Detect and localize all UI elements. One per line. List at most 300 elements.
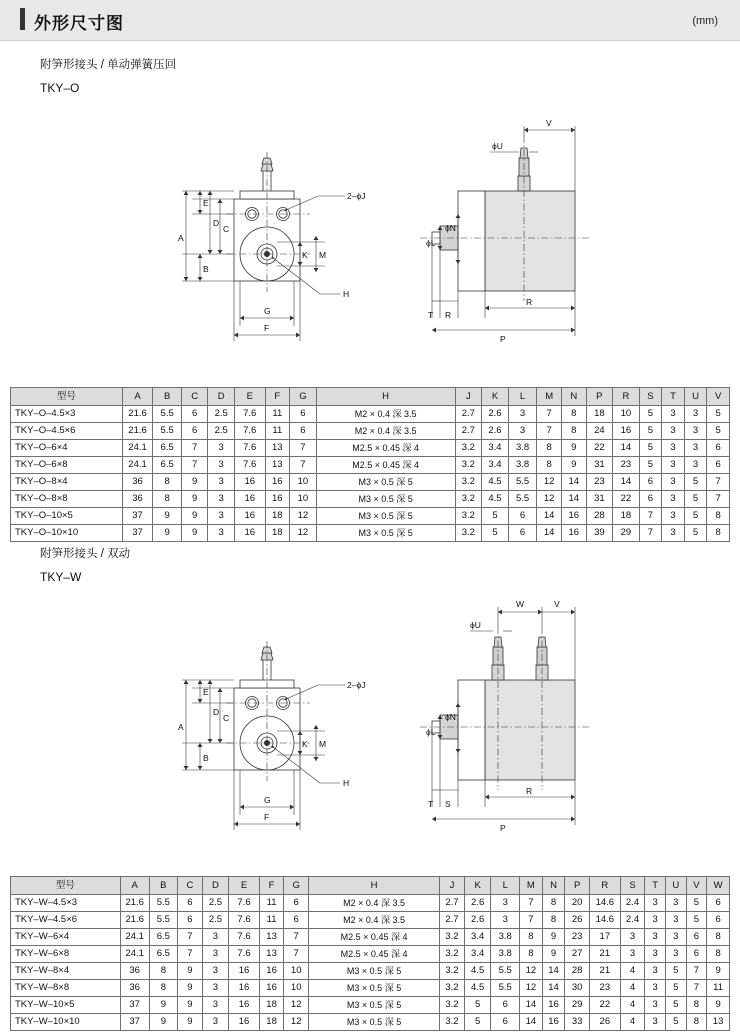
cell-value: 6 <box>491 1014 520 1031</box>
cell-value: 16 <box>234 508 265 525</box>
th-A: A <box>122 388 153 406</box>
th-D: D <box>202 877 229 895</box>
cell-value: 3.4 <box>482 440 509 457</box>
cell-value: 9 <box>178 1014 203 1031</box>
cell-value: 5 <box>665 980 686 997</box>
cell-value: 14 <box>520 1014 543 1031</box>
dim-G: G <box>264 795 271 805</box>
th-S: S <box>620 877 645 895</box>
cell-value: 6.5 <box>153 457 182 474</box>
cell-value: 8 <box>542 912 565 929</box>
cell-value: 9 <box>178 980 203 997</box>
cell-value: 5 <box>639 457 662 474</box>
cell-value: 5 <box>464 997 491 1014</box>
cell-value: 16 <box>234 474 265 491</box>
cell-value: 7.6 <box>234 457 265 474</box>
section-2-label: 附笋形接头 / 双动 <box>40 548 131 560</box>
cell-value: 6.5 <box>149 946 178 963</box>
cell-value: 16 <box>259 980 284 997</box>
dim-V: V <box>554 599 560 609</box>
cell-value: 9 <box>181 508 207 525</box>
cell-value: 7 <box>284 929 309 946</box>
cell-value: 26 <box>565 912 590 929</box>
cell-value: 4 <box>620 997 645 1014</box>
th-V: V <box>686 877 707 895</box>
dim-C: C <box>223 224 230 234</box>
cell-value: 21.6 <box>122 423 153 440</box>
cell-value: 3.8 <box>491 946 520 963</box>
cell-value: 2.7 <box>440 912 465 929</box>
cell-value: 11 <box>265 423 290 440</box>
cell-value: 16 <box>561 508 586 525</box>
dim-F: F <box>264 812 270 822</box>
cell-value: 2.6 <box>464 912 491 929</box>
cell-value: 3.4 <box>464 946 491 963</box>
cell-value: 6 <box>686 946 707 963</box>
cell-value: 3 <box>208 457 235 474</box>
cell-value: 18 <box>586 406 613 423</box>
th-S: S <box>639 388 662 406</box>
table-header-row <box>11 877 730 895</box>
cell-value: 3 <box>684 457 707 474</box>
cell-value: 3 <box>645 929 666 946</box>
dim-phiN: ϕN <box>445 712 456 722</box>
cell-value: 14 <box>537 508 562 525</box>
cell-thread: M2.5 × 0.45 深 4 <box>309 929 440 946</box>
cell-value: 13 <box>259 946 284 963</box>
cell-value: 4.5 <box>464 980 491 997</box>
cell-value: 16 <box>234 491 265 508</box>
cell-value: 4 <box>620 1014 645 1031</box>
cell-value: 37 <box>122 525 153 542</box>
cell-model: TKY–O–8×8 <box>11 491 123 508</box>
cell-value: 33 <box>565 1014 590 1031</box>
cell-model: TKY–W–6×8 <box>11 946 121 963</box>
cell-value: 2.4 <box>620 912 645 929</box>
cell-thread: M2 × 0.4 深 3.5 <box>309 895 440 912</box>
th-L: L <box>491 877 520 895</box>
cell-value: 3 <box>645 912 666 929</box>
cell-value: 17 <box>589 929 620 946</box>
table-row <box>11 474 730 491</box>
dim-S: S <box>445 799 451 809</box>
dim-A: A <box>178 722 184 732</box>
cell-value: 6 <box>707 457 730 474</box>
cell-value: 5 <box>639 406 662 423</box>
cell-value: 7 <box>686 980 707 997</box>
table-header-row <box>11 388 730 406</box>
cell-value: 8 <box>520 929 543 946</box>
cell-value: 8 <box>153 491 182 508</box>
cell-value: 14 <box>613 474 640 491</box>
th-H: H <box>309 877 440 895</box>
cell-value: 8 <box>707 929 730 946</box>
th-model: 型号 <box>11 877 121 895</box>
cell-value: 7 <box>537 423 562 440</box>
table-row <box>11 1014 730 1031</box>
dim-K: K <box>302 250 308 260</box>
cell-value: 14 <box>613 440 640 457</box>
cell-value: 5.5 <box>491 980 520 997</box>
cell-value: 7.6 <box>229 929 260 946</box>
dim-phiU: ϕU <box>470 620 481 630</box>
cell-value: 8 <box>561 423 586 440</box>
cell-value: 6 <box>639 474 662 491</box>
th-L: L <box>508 388 537 406</box>
table-row <box>11 406 730 423</box>
cell-value: 8 <box>537 457 562 474</box>
dim-V: V <box>546 118 552 128</box>
cell-value: 3 <box>208 440 235 457</box>
cell-value: 8 <box>686 997 707 1014</box>
cell-value: 16 <box>229 1014 260 1031</box>
header-accent-bar <box>20 8 25 30</box>
cell-value: 7 <box>290 457 317 474</box>
cell-value: 8 <box>537 440 562 457</box>
cell-value: 9 <box>178 997 203 1014</box>
cell-value: 7.6 <box>234 423 265 440</box>
cell-value: 2.5 <box>202 912 229 929</box>
cell-value: 16 <box>542 1014 565 1031</box>
table-row <box>11 440 730 457</box>
dim-G: G <box>264 306 271 316</box>
cell-thread: M3 × 0.5 深 5 <box>309 963 440 980</box>
cell-value: 12 <box>520 963 543 980</box>
cell-value: 5 <box>665 1014 686 1031</box>
cell-value: 9 <box>542 929 565 946</box>
cell-value: 16 <box>613 423 640 440</box>
cell-value: 12 <box>537 474 562 491</box>
cell-value: 23 <box>565 929 590 946</box>
cell-value: 2.5 <box>208 406 235 423</box>
cell-value: 4 <box>620 963 645 980</box>
th-W: W <box>707 877 730 895</box>
cell-value: 7 <box>639 508 662 525</box>
th-A: A <box>120 877 149 895</box>
cell-value: 3 <box>662 406 685 423</box>
cell-model: TKY–W–8×4 <box>11 963 121 980</box>
cell-value: 10 <box>284 963 309 980</box>
cell-value: 3.2 <box>455 457 482 474</box>
cell-value: 8 <box>542 895 565 912</box>
cell-value: 3.2 <box>455 474 482 491</box>
cell-value: 5.5 <box>508 474 537 491</box>
cell-value: 18 <box>265 525 290 542</box>
th-G: G <box>290 388 317 406</box>
th-P: P <box>586 388 613 406</box>
cell-value: 7.6 <box>234 406 265 423</box>
dim-F: F <box>264 323 270 333</box>
cell-value: 6 <box>707 895 730 912</box>
th-B: B <box>153 388 182 406</box>
cell-value: 3 <box>665 895 686 912</box>
cell-value: 3 <box>662 423 685 440</box>
cell-value: 7 <box>284 946 309 963</box>
cell-value: 11 <box>265 406 290 423</box>
cell-value: 24.1 <box>120 946 149 963</box>
cell-value: 2.6 <box>482 423 509 440</box>
cell-value: 22 <box>613 491 640 508</box>
cell-value: 14 <box>542 980 565 997</box>
cell-value: 6 <box>181 423 207 440</box>
cell-thread: M2.5 × 0.45 深 4 <box>316 440 455 457</box>
cell-value: 4 <box>620 980 645 997</box>
cell-value: 2.6 <box>482 406 509 423</box>
cell-value: 3 <box>662 491 685 508</box>
cell-thread: M3 × 0.5 深 5 <box>309 980 440 997</box>
cell-value: 7 <box>707 491 730 508</box>
cell-value: 9 <box>707 997 730 1014</box>
table-body <box>11 895 730 1031</box>
cell-value: 21.6 <box>122 406 153 423</box>
cell-value: 6 <box>707 912 730 929</box>
cell-value: 8 <box>153 474 182 491</box>
cell-value: 5 <box>684 508 707 525</box>
cell-value: 2.5 <box>202 895 229 912</box>
cell-value: 29 <box>565 997 590 1014</box>
table-row <box>11 963 730 980</box>
unit-note: (mm) <box>692 15 718 27</box>
cell-value: 3 <box>202 946 229 963</box>
cell-model: TKY–O–4.5×3 <box>11 406 123 423</box>
cell-value: 6 <box>284 912 309 929</box>
cell-value: 10 <box>290 474 317 491</box>
cell-value: 11 <box>259 895 284 912</box>
cell-value: 5.5 <box>153 423 182 440</box>
cell-value: 30 <box>565 980 590 997</box>
th-T: T <box>645 877 666 895</box>
cell-value: 6 <box>508 508 537 525</box>
spec-table-tky-o <box>10 387 730 542</box>
cell-value: 8 <box>707 508 730 525</box>
table-row <box>11 508 730 525</box>
cell-value: 21.6 <box>120 895 149 912</box>
cell-value: 14 <box>561 491 586 508</box>
cell-thread: M3 × 0.5 深 5 <box>309 1014 440 1031</box>
cell-value: 6 <box>178 912 203 929</box>
cell-value: 5.5 <box>508 491 537 508</box>
cell-value: 6.5 <box>153 440 182 457</box>
cell-value: 16 <box>259 963 284 980</box>
cell-value: 3 <box>491 912 520 929</box>
cell-value: 23 <box>586 474 613 491</box>
cell-value: 9 <box>153 508 182 525</box>
cell-value: 24 <box>586 423 613 440</box>
cell-value: 3 <box>208 525 235 542</box>
th-M: M <box>537 388 562 406</box>
th-E: E <box>229 877 260 895</box>
cell-value: 8 <box>520 946 543 963</box>
dim-T: T <box>428 310 434 320</box>
cell-value: 3 <box>202 929 229 946</box>
cell-value: 13 <box>265 440 290 457</box>
cell-model: TKY–O–6×4 <box>11 440 123 457</box>
th-J: J <box>455 388 482 406</box>
cell-value: 7 <box>639 525 662 542</box>
cell-value: 3 <box>202 980 229 997</box>
cell-value: 9 <box>153 525 182 542</box>
cell-value: 9 <box>542 946 565 963</box>
cell-value: 5 <box>686 912 707 929</box>
cell-value: 3 <box>662 525 685 542</box>
table-row <box>11 895 730 912</box>
cell-value: 7 <box>537 406 562 423</box>
cell-model: TKY–W–10×10 <box>11 1014 121 1031</box>
cell-value: 3 <box>645 946 666 963</box>
cell-value: 5.5 <box>153 406 182 423</box>
cell-value: 14.6 <box>589 895 620 912</box>
cell-value: 3.8 <box>508 457 537 474</box>
cell-value: 21.6 <box>120 912 149 929</box>
cell-thread: M2 × 0.4 深 3.5 <box>309 912 440 929</box>
section-1-model: TKY–O <box>40 81 80 95</box>
dim-R: R <box>526 786 533 796</box>
cell-value: 3 <box>684 423 707 440</box>
cell-value: 3 <box>645 963 666 980</box>
cell-value: 3 <box>208 474 235 491</box>
page-header <box>0 0 740 41</box>
cell-value: 3 <box>620 929 645 946</box>
cell-value: 5 <box>665 963 686 980</box>
cell-model: TKY–W–4.5×3 <box>11 895 121 912</box>
cell-value: 13 <box>265 457 290 474</box>
cell-model: TKY–O–10×5 <box>11 508 123 525</box>
cell-value: 16 <box>229 980 260 997</box>
cell-value: 11 <box>259 912 284 929</box>
dim-K: K <box>302 739 308 749</box>
cell-value: 7 <box>707 474 730 491</box>
cell-value: 9 <box>561 457 586 474</box>
cell-value: 23 <box>613 457 640 474</box>
cell-value: 12 <box>284 997 309 1014</box>
cell-value: 10 <box>613 406 640 423</box>
section-2-model: TKY–W <box>40 570 82 584</box>
cell-value: 3.2 <box>440 963 465 980</box>
cell-value: 16 <box>265 491 290 508</box>
cell-value: 5 <box>707 423 730 440</box>
cell-value: 22 <box>586 440 613 457</box>
cell-value: 9 <box>181 474 207 491</box>
table-row <box>11 997 730 1014</box>
table-row <box>11 980 730 997</box>
cell-value: 14 <box>520 997 543 1014</box>
cell-value: 3.2 <box>440 946 465 963</box>
cell-value: 3 <box>684 440 707 457</box>
cell-value: 18 <box>613 508 640 525</box>
cell-value: 3.4 <box>464 929 491 946</box>
cell-value: 3.4 <box>482 457 509 474</box>
cell-value: 3 <box>208 491 235 508</box>
th-T: T <box>662 388 685 406</box>
cell-value: 3 <box>645 1014 666 1031</box>
cell-value: 3 <box>662 508 685 525</box>
cell-value: 21 <box>589 946 620 963</box>
cell-value: 9 <box>149 1014 178 1031</box>
cell-value: 3.2 <box>455 508 482 525</box>
cell-value: 2.7 <box>455 406 482 423</box>
cell-value: 22 <box>589 997 620 1014</box>
cell-value: 2.4 <box>620 895 645 912</box>
dim-phiU: ϕU <box>492 141 503 151</box>
drawing-tky-o <box>140 96 720 376</box>
cell-value: 9 <box>561 440 586 457</box>
cell-value: 7 <box>178 946 203 963</box>
dim-B: B <box>203 753 209 763</box>
th-U: U <box>665 877 686 895</box>
table-row <box>11 491 730 508</box>
cell-value: 7 <box>178 929 203 946</box>
cell-value: 2.6 <box>464 895 491 912</box>
cell-value: 26 <box>589 1014 620 1031</box>
cell-value: 8 <box>149 963 178 980</box>
cell-value: 16 <box>561 525 586 542</box>
table-row <box>11 946 730 963</box>
dim-M: M <box>319 250 327 260</box>
cell-model: TKY–W–8×8 <box>11 980 121 997</box>
cell-value: 3.8 <box>491 929 520 946</box>
cell-value: 3.2 <box>440 1014 465 1031</box>
cell-value: 39 <box>586 525 613 542</box>
cell-value: 7 <box>520 895 543 912</box>
dim-phiL: ϕL <box>426 238 436 248</box>
cell-value: 3 <box>208 508 235 525</box>
cell-value: 27 <box>565 946 590 963</box>
cell-value: 5 <box>684 474 707 491</box>
table-row <box>11 929 730 946</box>
cell-value: 5 <box>665 997 686 1014</box>
cell-value: 5.5 <box>491 963 520 980</box>
cell-value: 3.2 <box>455 491 482 508</box>
cell-value: 2.5 <box>208 423 235 440</box>
th-N: N <box>542 877 565 895</box>
cell-value: 37 <box>120 997 149 1014</box>
dim-phiN: ϕN <box>445 223 456 233</box>
cell-value: 6 <box>178 895 203 912</box>
cell-value: 5.5 <box>149 895 178 912</box>
cell-thread: M3 × 0.5 深 5 <box>316 474 455 491</box>
cell-value: 9 <box>707 963 730 980</box>
cell-value: 9 <box>181 525 207 542</box>
dim-R: R <box>526 297 533 307</box>
dim-D: D <box>213 218 220 228</box>
cell-value: 18 <box>259 1014 284 1031</box>
cell-value: 3.8 <box>508 440 537 457</box>
cell-value: 10 <box>290 491 317 508</box>
cell-thread: M2.5 × 0.45 深 4 <box>309 946 440 963</box>
cell-value: 12 <box>520 980 543 997</box>
cell-value: 28 <box>586 508 613 525</box>
th-K: K <box>464 877 491 895</box>
cell-thread: M2.5 × 0.45 深 4 <box>316 457 455 474</box>
cell-model: TKY–W–6×4 <box>11 929 121 946</box>
section-1-label: 附笋形接头 / 单动弹簧压回 <box>40 59 177 71</box>
cell-value: 31 <box>586 491 613 508</box>
cell-value: 37 <box>122 508 153 525</box>
cell-value: 24.1 <box>120 929 149 946</box>
cell-value: 5 <box>684 491 707 508</box>
cell-value: 14 <box>537 525 562 542</box>
dim-A: A <box>178 233 184 243</box>
dim-H: H <box>343 289 350 299</box>
cell-value: 36 <box>120 980 149 997</box>
dim-H: H <box>343 778 350 788</box>
th-N: N <box>561 388 586 406</box>
th-V: V <box>707 388 730 406</box>
th-C: C <box>181 388 207 406</box>
table-body <box>11 406 730 542</box>
cell-value: 10 <box>284 980 309 997</box>
cell-value: 11 <box>707 980 730 997</box>
